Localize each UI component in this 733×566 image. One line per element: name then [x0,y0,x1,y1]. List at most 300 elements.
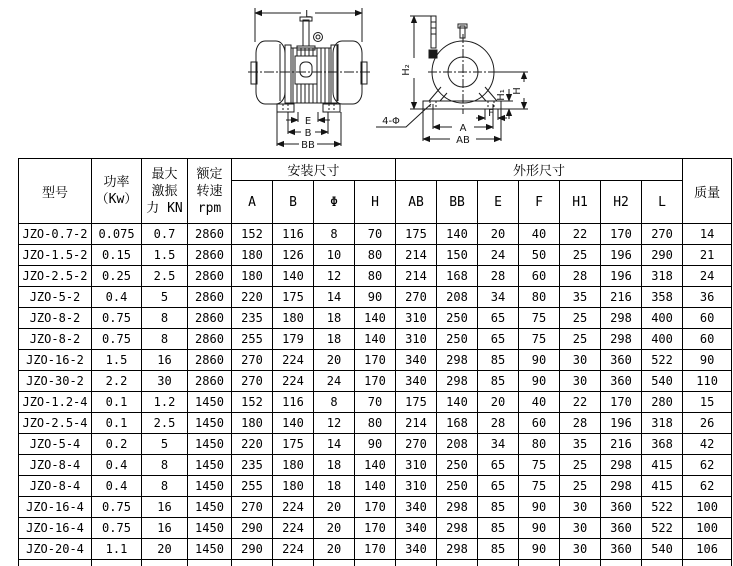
table-row [19,392,732,413]
value-cell: 235 [232,455,273,476]
col-header-speed-line3: rpm [197,200,222,216]
value-cell: 224 [273,518,314,539]
table-row [19,476,732,497]
value-cell: 1450 [188,539,232,560]
value-cell: 12 [314,266,355,287]
value-cell: 0.2 [92,434,142,455]
value-cell: 270 [232,371,273,392]
value-cell: 175 [396,224,437,245]
value-cell: 85 [478,518,519,539]
value-cell: 42 [683,434,732,455]
value-cell: 1450 [188,455,232,476]
value-cell [683,560,732,566]
value-cell: 90 [355,287,396,308]
value-cell: 65 [478,329,519,350]
value-cell: 2860 [188,371,232,392]
col-header-speed-line2: 转速 [196,183,223,199]
value-cell: 30 [560,350,601,371]
end-view-drawing [410,16,528,141]
value-cell: 220 [232,287,273,308]
value-cell: 170 [355,371,396,392]
value-cell [142,560,188,566]
value-cell: 8 [142,476,188,497]
value-cell: 208 [437,434,478,455]
value-cell: 15 [683,392,732,413]
value-cell: 2860 [188,287,232,308]
value-cell [396,560,437,566]
table-row [19,350,732,371]
value-cell: 250 [437,455,478,476]
value-cell: 152 [232,392,273,413]
value-cell: 310 [396,308,437,329]
value-cell: 28 [560,413,601,434]
value-cell: 270 [642,224,683,245]
value-cell: 175 [273,434,314,455]
value-cell: 34 [478,287,519,308]
col-header-power-line2: （Kw） [95,192,138,207]
value-cell: 250 [437,329,478,350]
value-cell: 110 [683,371,732,392]
value-cell: 20 [478,392,519,413]
value-cell: 1450 [188,413,232,434]
col-header-force-line3: 力 KN [146,200,183,216]
value-cell: 298 [437,371,478,392]
value-cell: 14 [314,434,355,455]
value-cell: 25 [560,245,601,266]
value-cell: 175 [273,287,314,308]
model-cell: JZO-0.7-2 [19,224,92,245]
value-cell: 310 [396,329,437,350]
col-header-E: E [478,181,519,224]
value-cell [19,560,92,566]
model-cell: JZO-8-2 [19,308,92,329]
col-header-AB: AB [396,181,437,224]
value-cell [273,560,314,566]
value-cell: 100 [683,497,732,518]
value-cell: 2.5 [142,266,188,287]
value-cell: 522 [642,497,683,518]
value-cell [642,560,683,566]
value-cell: 20 [314,518,355,539]
table-row [19,224,732,245]
model-cell: JZO-2.5-2 [19,266,92,287]
value-cell: 298 [601,308,642,329]
value-cell: 2860 [188,266,232,287]
value-cell: 318 [642,413,683,434]
value-cell: 90 [519,518,560,539]
value-cell: 168 [437,266,478,287]
value-cell: 250 [437,476,478,497]
value-cell: 35 [560,434,601,455]
spec-table-wrap [18,158,732,566]
value-cell: 0.1 [92,392,142,413]
value-cell: 24 [478,245,519,266]
value-cell [355,560,396,566]
value-cell: 25 [560,455,601,476]
dim-label-h1: H₁ [496,89,507,101]
value-cell: 208 [437,287,478,308]
value-cell: 298 [437,539,478,560]
value-cell: 170 [601,392,642,413]
value-cell: 415 [642,455,683,476]
col-header-speed [188,159,232,224]
value-cell: 75 [519,308,560,329]
col-header-force-line1: 最大 [151,166,178,182]
value-cell: 18 [314,455,355,476]
model-cell: JZO-30-2 [19,371,92,392]
model-cell: JZO-8-4 [19,455,92,476]
value-cell: 270 [232,350,273,371]
drawings-area [0,0,733,158]
value-cell: 224 [273,371,314,392]
value-cell: 90 [519,497,560,518]
value-cell: 60 [683,329,732,350]
value-cell: 220 [232,434,273,455]
value-cell: 28 [560,266,601,287]
value-cell: 180 [232,413,273,434]
value-cell: 90 [519,539,560,560]
value-cell: 0.4 [92,455,142,476]
value-cell: 0.1 [92,413,142,434]
value-cell: 290 [232,539,273,560]
model-cell: JZO-1.5-2 [19,245,92,266]
value-cell: 16 [142,497,188,518]
value-cell: 40 [519,392,560,413]
value-cell: 270 [396,287,437,308]
value-cell: 290 [642,245,683,266]
value-cell: 298 [437,350,478,371]
value-cell: 80 [355,266,396,287]
value-cell [232,560,273,566]
value-cell: 170 [355,539,396,560]
col-header-force-line2: 激振 [151,183,178,199]
table-row-partial [19,560,732,566]
value-cell: 21 [683,245,732,266]
value-cell: 340 [396,518,437,539]
value-cell: 10 [314,245,355,266]
dim-label-e: E [304,116,312,127]
value-cell: 70 [355,224,396,245]
value-cell: 522 [642,518,683,539]
value-cell: 2860 [188,308,232,329]
value-cell: 2860 [188,245,232,266]
value-cell: 35 [560,287,601,308]
value-cell: 60 [519,413,560,434]
value-cell: 25 [560,476,601,497]
value-cell: 0.15 [92,245,142,266]
value-cell: 90 [519,371,560,392]
value-cell: 1450 [188,392,232,413]
value-cell: 140 [355,308,396,329]
value-cell: 30 [560,518,601,539]
table-row [19,245,732,266]
value-cell: 28 [478,413,519,434]
value-cell: 170 [601,224,642,245]
value-cell: 12 [314,413,355,434]
value-cell: 340 [396,539,437,560]
value-cell: 180 [273,308,314,329]
col-header-L: L [642,181,683,224]
table-row [19,308,732,329]
value-cell: 224 [273,350,314,371]
value-cell: 20 [314,497,355,518]
value-cell: 20 [314,539,355,560]
model-cell: JZO-2.5-4 [19,413,92,434]
value-cell: 90 [683,350,732,371]
value-cell: 310 [396,476,437,497]
table-row [19,287,732,308]
value-cell: 140 [355,329,396,350]
value-cell: 65 [478,308,519,329]
value-cell: 1.1 [92,539,142,560]
value-cell: 216 [601,434,642,455]
value-cell [437,560,478,566]
value-cell: 400 [642,308,683,329]
value-cell: 80 [519,434,560,455]
value-cell [519,560,560,566]
holes-note-label: 4-Φ [382,116,400,127]
value-cell: 0.25 [92,266,142,287]
value-cell: 298 [437,497,478,518]
value-cell [601,560,642,566]
value-cell: 415 [642,476,683,497]
value-cell: 65 [478,455,519,476]
col-header-H1: H1 [560,181,601,224]
value-cell: 340 [396,497,437,518]
value-cell: 1450 [188,434,232,455]
value-cell: 116 [273,224,314,245]
value-cell: 14 [314,287,355,308]
value-cell: 140 [273,413,314,434]
value-cell: 140 [437,224,478,245]
value-cell: 5 [142,434,188,455]
value-cell: 8 [142,455,188,476]
col-header-power [92,159,142,224]
value-cell [92,560,142,566]
value-cell: 34 [478,434,519,455]
value-cell: 8 [314,224,355,245]
model-cell: JZO-16-2 [19,350,92,371]
value-cell: 540 [642,371,683,392]
value-cell: 1450 [188,476,232,497]
table-row [19,266,732,287]
value-cell: 255 [232,476,273,497]
value-cell [188,560,232,566]
value-cell: 255 [232,329,273,350]
value-cell: 214 [396,413,437,434]
value-cell: 100 [683,518,732,539]
value-cell: 0.4 [92,287,142,308]
value-cell: 0.4 [92,476,142,497]
value-cell: 170 [355,497,396,518]
value-cell: 298 [601,476,642,497]
table-row [19,413,732,434]
value-cell: 224 [273,497,314,518]
value-cell: 2860 [188,329,232,350]
value-cell: 170 [355,518,396,539]
value-cell: 180 [273,476,314,497]
table-row [19,497,732,518]
value-cell: 290 [232,518,273,539]
value-cell: 140 [437,392,478,413]
value-cell: 85 [478,497,519,518]
value-cell: 140 [273,266,314,287]
value-cell: 90 [519,350,560,371]
table-row [19,434,732,455]
value-cell: 196 [601,245,642,266]
value-cell: 0.075 [92,224,142,245]
value-cell: 340 [396,350,437,371]
value-cell: 126 [273,245,314,266]
value-cell: 62 [683,455,732,476]
value-cell: 360 [601,539,642,560]
value-cell: 14 [683,224,732,245]
value-cell: 80 [355,413,396,434]
value-cell: 16 [142,518,188,539]
col-header-phi: Φ [314,181,355,224]
value-cell: 116 [273,392,314,413]
value-cell: 270 [396,434,437,455]
col-header-model: 型号 [19,159,92,224]
value-cell: 196 [601,266,642,287]
dim-label-l: L [305,9,311,20]
value-cell: 85 [478,539,519,560]
value-cell: 298 [601,329,642,350]
value-cell: 8 [142,308,188,329]
value-cell: 65 [478,476,519,497]
value-cell: 250 [437,308,478,329]
value-cell: 75 [519,476,560,497]
value-cell: 216 [601,287,642,308]
value-cell: 20 [142,539,188,560]
col-header-F: F [519,181,560,224]
value-cell: 85 [478,350,519,371]
model-cell: JZO-16-4 [19,497,92,518]
value-cell: 298 [601,455,642,476]
value-cell: 1.5 [92,350,142,371]
value-cell: 30 [142,371,188,392]
dim-label-b: B [304,128,312,139]
value-cell: 24 [683,266,732,287]
value-cell: 25 [560,308,601,329]
value-cell: 18 [314,329,355,350]
value-cell: 0.75 [92,308,142,329]
group-header-install: 安装尺寸 [232,159,396,181]
value-cell: 36 [683,287,732,308]
value-cell: 152 [232,224,273,245]
value-cell: 28 [478,266,519,287]
value-cell: 2.2 [92,371,142,392]
value-cell: 8 [314,392,355,413]
value-cell: 1450 [188,497,232,518]
value-cell: 1.2 [142,392,188,413]
value-cell: 30 [560,371,601,392]
value-cell: 310 [396,455,437,476]
value-cell: 540 [642,539,683,560]
col-header-H2: H2 [601,181,642,224]
col-header-power-line1: 功率 [103,175,130,190]
value-cell: 22 [560,392,601,413]
value-cell: 18 [314,476,355,497]
value-cell: 168 [437,413,478,434]
value-cell [478,560,519,566]
value-cell: 18 [314,308,355,329]
value-cell: 180 [273,455,314,476]
value-cell: 75 [519,455,560,476]
value-cell: 50 [519,245,560,266]
value-cell [560,560,601,566]
col-header-B: B [273,181,314,224]
model-cell: JZO-8-4 [19,476,92,497]
value-cell: 30 [560,497,601,518]
col-header-speed-line1: 额定 [196,166,223,182]
table-row [19,539,732,560]
value-cell: 0.75 [92,518,142,539]
value-cell: 360 [601,497,642,518]
table-row [19,455,732,476]
value-cell: 80 [355,245,396,266]
value-cell: 270 [232,497,273,518]
spec-table-body [19,224,732,566]
value-cell: 75 [519,329,560,350]
value-cell: 90 [355,434,396,455]
model-cell: JZO-5-2 [19,287,92,308]
value-cell: 85 [478,371,519,392]
col-header-mass: 质量 [683,159,732,224]
model-cell: JZO-5-4 [19,434,92,455]
model-cell: JZO-8-2 [19,329,92,350]
value-cell: 20 [478,224,519,245]
dim-label-a: A [459,123,467,134]
col-header-A: A [232,181,273,224]
value-cell: 170 [355,350,396,371]
model-cell: JZO-20-4 [19,539,92,560]
value-cell: 0.75 [92,329,142,350]
value-cell: 235 [232,308,273,329]
value-cell: 140 [355,476,396,497]
table-row [19,518,732,539]
value-cell: 62 [683,476,732,497]
dim-label-ab: AB [456,135,470,146]
group-header-outline: 外形尺寸 [396,159,683,181]
value-cell: 340 [396,371,437,392]
value-cell: 2.5 [142,413,188,434]
value-cell: 1450 [188,518,232,539]
model-cell: JZO-16-4 [19,518,92,539]
value-cell: 298 [437,518,478,539]
value-cell [314,560,355,566]
value-cell: 40 [519,224,560,245]
dim-label-h2: H₂ [401,64,412,76]
value-cell: 280 [642,392,683,413]
value-cell: 214 [396,266,437,287]
value-cell: 368 [642,434,683,455]
value-cell: 318 [642,266,683,287]
value-cell: 8 [142,329,188,350]
value-cell: 360 [601,518,642,539]
value-cell: 1.5 [142,245,188,266]
value-cell: 22 [560,224,601,245]
value-cell: 360 [601,371,642,392]
value-cell: 60 [519,266,560,287]
col-header-force [142,159,188,224]
value-cell: 522 [642,350,683,371]
value-cell: 400 [642,329,683,350]
value-cell: 5 [142,287,188,308]
table-row [19,329,732,350]
col-header-BB: BB [437,181,478,224]
value-cell: 180 [232,266,273,287]
